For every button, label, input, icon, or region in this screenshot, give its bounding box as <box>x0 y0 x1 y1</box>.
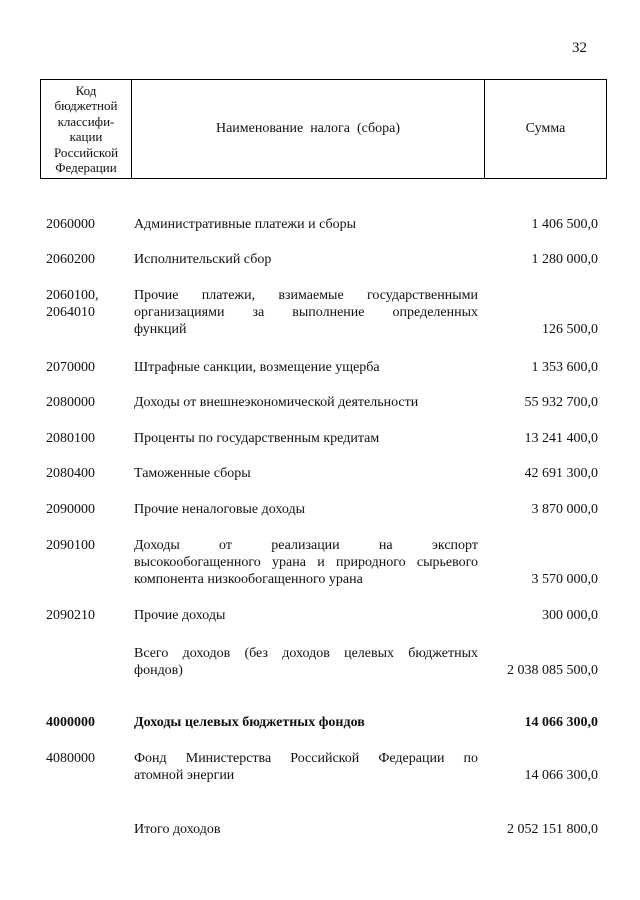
row-name: Фонд Министерства Российской Федерации по атомной энергии <box>134 751 478 783</box>
row-name: Административные платежи и сборы <box>134 217 356 232</box>
row-name: Прочие доходы <box>134 608 226 623</box>
row-code: 2090210 <box>46 608 95 623</box>
row-code: 2070000 <box>46 360 95 375</box>
row-name: Доходы от реализации на экспорт высокообогащенного урана и природного сырьевого компонента низкообогащенного урана <box>134 538 478 587</box>
row-name: Исполнительский сбор <box>134 252 272 267</box>
header-code-line: классифи- <box>57 113 115 129</box>
row-amount: 14 066 300,0 <box>524 715 598 730</box>
row-name: Прочие платежи, взимаемые государственными организациями за выполнение определенных функций <box>134 288 478 337</box>
row-amount: 13 241 400,0 <box>524 431 598 446</box>
row-name: Доходы от внешнеэкономической деятельности <box>134 395 419 410</box>
row-code: 2080400 <box>46 466 95 481</box>
page-number: 32 <box>572 40 587 56</box>
row-amount: 126 500,0 <box>542 322 598 337</box>
header-name-column <box>132 80 485 178</box>
row-amount: 3 570 000,0 <box>531 572 598 587</box>
row-amount: 1 353 600,0 <box>531 360 598 375</box>
row-code: 2060100, 2064010 <box>46 288 99 320</box>
table-header <box>40 79 607 179</box>
row-code: 2080100 <box>46 431 95 446</box>
row-code: 2060000 <box>46 217 95 232</box>
row-name: Проценты по государственным кредитам <box>134 431 380 446</box>
row-name: Итого доходов <box>134 822 221 837</box>
row-amount: 14 066 300,0 <box>524 768 598 783</box>
row-name: Прочие неналоговые доходы <box>134 502 306 517</box>
row-name: Всего доходов (без доходов целевых бюджетных фондов) <box>134 646 478 678</box>
row-amount: 1 280 000,0 <box>531 252 598 267</box>
row-amount: 55 932 700,0 <box>524 395 598 410</box>
header-sum-column <box>485 80 606 178</box>
header-code-line: кации <box>69 129 103 144</box>
row-name: Таможенные сборы <box>134 466 251 481</box>
header-code-line: бюджетной <box>54 98 118 113</box>
header-code-line: Код <box>75 82 97 98</box>
row-name: Доходы целевых бюджетных фондов <box>134 715 365 730</box>
row-amount: 300 000,0 <box>542 608 598 623</box>
row-name: Штрафные санкции, возмещение ущерба <box>134 360 380 375</box>
row-amount: 3 870 000,0 <box>531 502 598 517</box>
row-amount: 2 052 151 800,0 <box>507 822 598 837</box>
row-amount: 42 691 300,0 <box>524 466 598 481</box>
header-code-line: Федерации <box>55 160 117 175</box>
row-code: 2090100 <box>46 538 95 553</box>
row-code: 4080000 <box>46 751 95 766</box>
row-code: 2060200 <box>46 252 95 267</box>
row-code: 4000000 <box>46 715 95 730</box>
row-code: 2080000 <box>46 395 95 410</box>
header-code-column <box>41 80 132 178</box>
header-sum-label: Сумма <box>525 121 566 136</box>
header-name-label: Наименование налога (сбора) <box>215 121 401 136</box>
row-amount: 1 406 500,0 <box>531 217 598 232</box>
row-code: 2090000 <box>46 502 95 517</box>
row-amount: 2 038 085 500,0 <box>507 663 598 678</box>
header-code-line: Российской <box>53 144 119 160</box>
